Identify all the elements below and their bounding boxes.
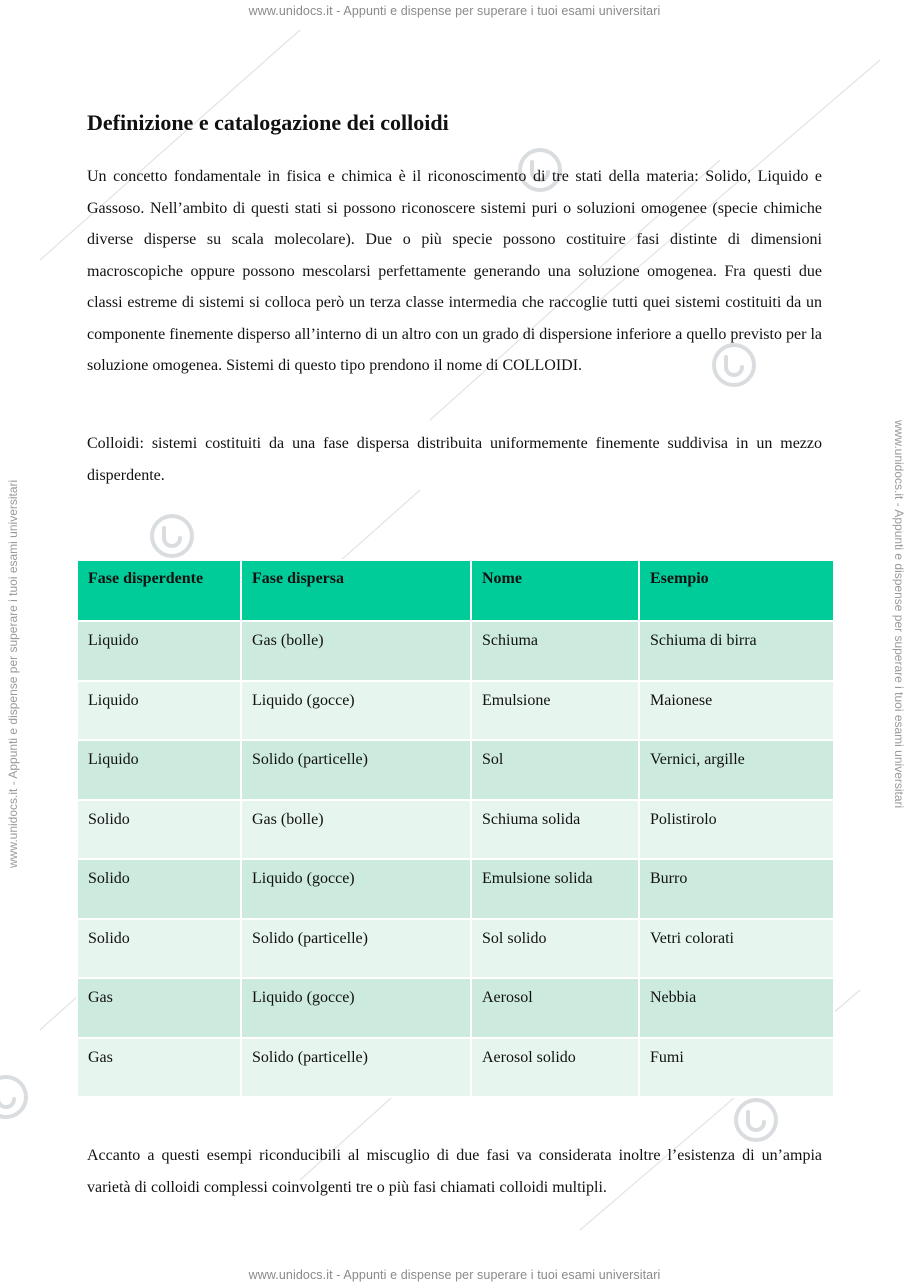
table-row <box>77 1038 834 1098</box>
definition-paragraph: Colloidi: sistemi costituiti da una fase dispersa distribuita uniformemente finemente suddivisa in un mezzo disperdente. <box>87 435 822 484</box>
watermark-right: www.unidocs.it - Appunti e dispense per superare i tuoi esami universitari <box>892 420 906 809</box>
table-cell: Aerosol <box>471 978 639 1038</box>
table-cell: Fumi <box>639 1038 834 1098</box>
table-cell: Solido (particelle) <box>241 1038 471 1098</box>
table-row <box>77 740 834 800</box>
table-cell: Polistirolo <box>639 800 834 860</box>
table-cell: Maionese <box>639 681 834 741</box>
watermark-header: www.unidocs.it - Appunti e dispense per superare i tuoi esami universitari <box>248 4 661 18</box>
watermark-left: www.unidocs.it - Appunti e dispense per superare i tuoi esami universitari <box>6 479 20 868</box>
table-cell: Burro <box>639 859 834 919</box>
table-cell: Emulsione solida <box>471 859 639 919</box>
table-cell: Liquido <box>77 681 241 741</box>
table-cell: Sol solido <box>471 919 639 979</box>
table-row <box>77 978 834 1038</box>
table-cell: Solido <box>77 800 241 860</box>
table-cell: Nebbia <box>639 978 834 1038</box>
table-cell: Gas <box>77 1038 241 1098</box>
header-fase-disperdente: Fase disperdente <box>77 560 241 621</box>
table-row <box>77 681 834 741</box>
closing-paragraph: Accanto a questi esempi riconducibili al miscuglio di due fasi va considerata inoltre l’esistenza di un’ampia varietà di colloidi complessi coinvolgenti tre o più fasi chiamati colloidi multipli. <box>87 1147 822 1196</box>
page-title: Definizione e catalogazione dei colloidi <box>87 110 449 135</box>
table-cell: Solido (particelle) <box>241 919 471 979</box>
table-cell: Schiuma <box>471 621 639 681</box>
table-cell: Gas (bolle) <box>241 621 471 681</box>
table-cell: Liquido (gocce) <box>241 681 471 741</box>
table-cell: Vetri colorati <box>639 919 834 979</box>
header-nome: Nome <box>471 560 639 621</box>
header-fase-dispersa: Fase dispersa <box>241 560 471 621</box>
table-cell: Liquido (gocce) <box>241 859 471 919</box>
table-cell: Gas (bolle) <box>241 800 471 860</box>
table-cell: Liquido <box>77 621 241 681</box>
table-cell: Vernici, argille <box>639 740 834 800</box>
table-cell: Solido <box>77 859 241 919</box>
table-header-row <box>77 560 834 621</box>
intro-paragraph: Un concetto fondamentale in fisica e chimica è il riconoscimento di tre stati della materia: Solido, Liquido e Gassoso. Nell’ambito di questi stati si possono riconoscere sistemi puri o soluzioni omogenee (specie chimiche diverse disperse su scala molecolare). Due o più specie possono costituire fasi distinte di dimensioni macroscopiche oppure possono mescolarsi perfettamente generando una soluzione omogenea. Fra questi due classi estreme di sistemi si colloca però un terza classe intermedia che raccoglie tutti quei sistemi costituiti da un componente finemente disperso all’interno di un altro con un grado di dispersione inferiore a quello previsto per la soluzione omogenea. Sistemi di questo tipo prendono il nome di COLLOIDI. <box>87 168 822 374</box>
table-cell: Solido (particelle) <box>241 740 471 800</box>
table-cell: Liquido (gocce) <box>241 978 471 1038</box>
table-row <box>77 800 834 860</box>
table-cell: Schiuma solida <box>471 800 639 860</box>
watermark-footer: www.unidocs.it - Appunti e dispense per superare i tuoi esami universitari <box>248 1268 661 1282</box>
table-cell: Gas <box>77 978 241 1038</box>
table-cell: Emulsione <box>471 681 639 741</box>
table-cell: Liquido <box>77 740 241 800</box>
table-row <box>77 859 834 919</box>
table-cell: Solido <box>77 919 241 979</box>
table-row <box>77 621 834 681</box>
table-cell: Schiuma di birra <box>639 621 834 681</box>
colloid-table <box>76 559 835 1098</box>
table-row <box>77 919 834 979</box>
header-esempio: Esempio <box>639 560 834 621</box>
table-cell: Sol <box>471 740 639 800</box>
table-cell: Aerosol solido <box>471 1038 639 1098</box>
